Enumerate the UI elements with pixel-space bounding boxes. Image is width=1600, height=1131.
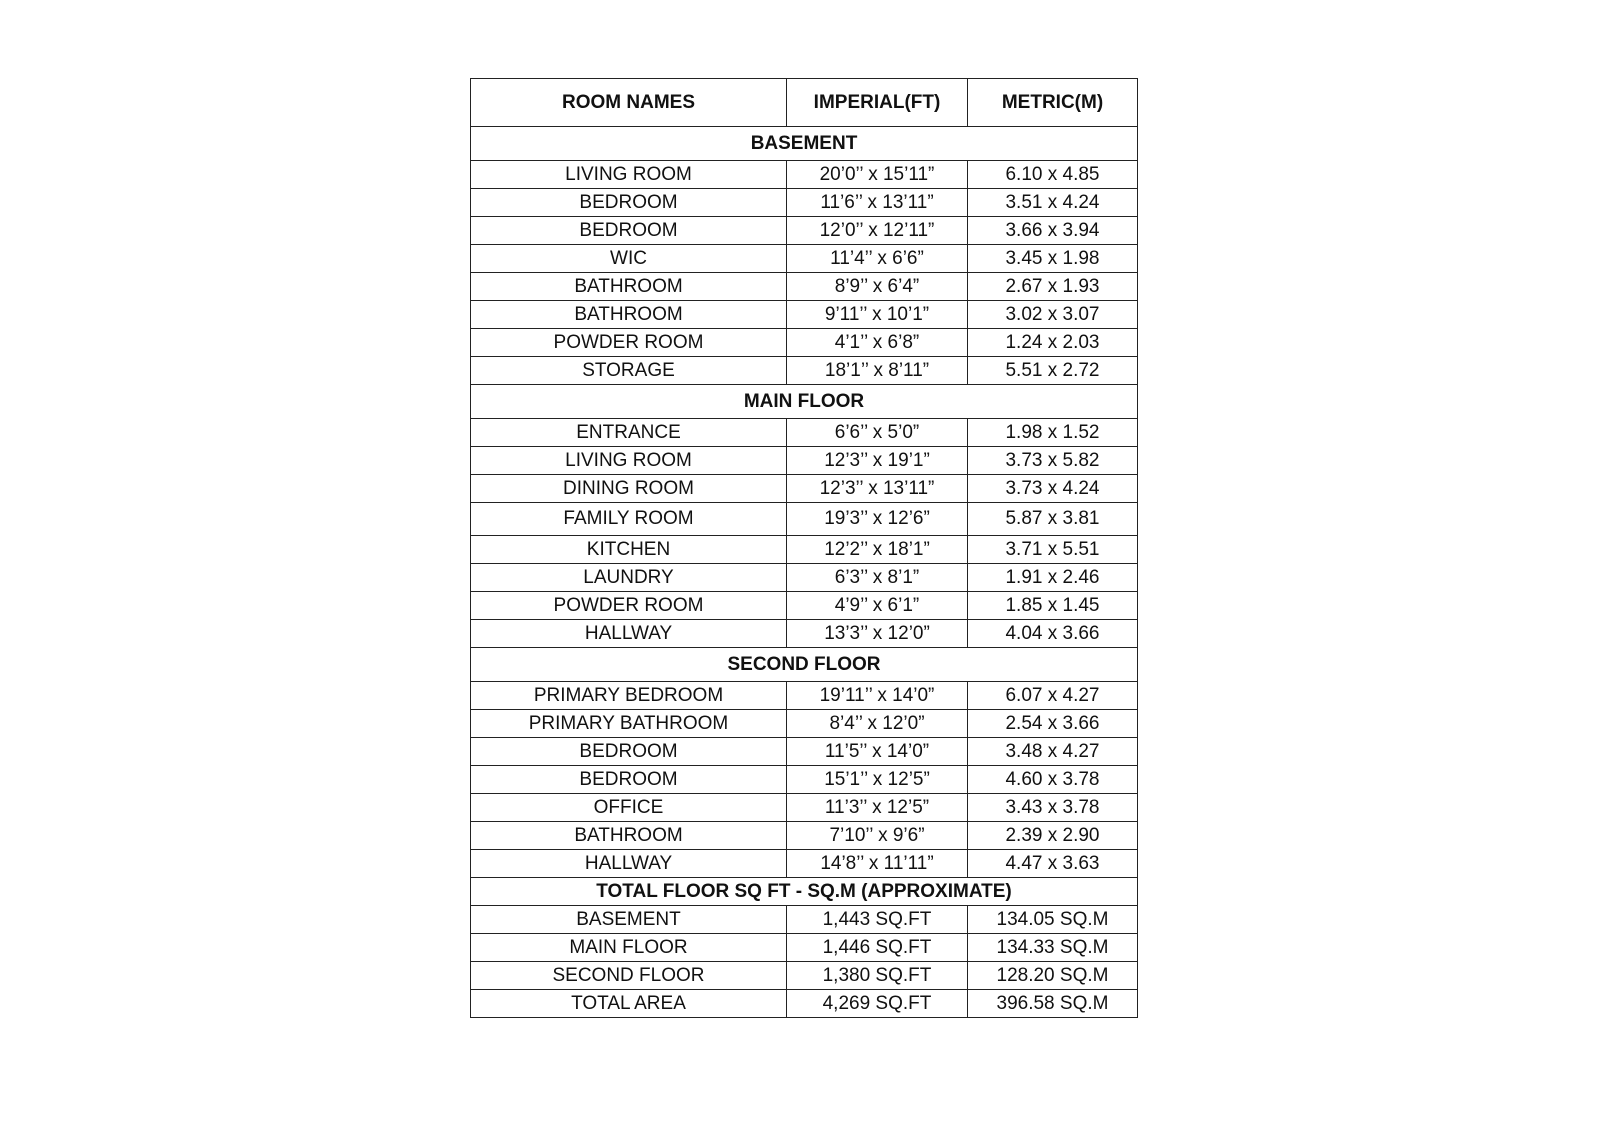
imperial-value: 18’1’’ x 8’11” — [787, 357, 968, 385]
imperial-value: 4’1’’ x 6’8” — [787, 329, 968, 357]
room-name: LIVING ROOM — [471, 161, 787, 189]
imperial-value: 6’3’’ x 8’1” — [787, 564, 968, 592]
room-name: PRIMARY BEDROOM — [471, 682, 787, 710]
table-row — [471, 245, 1138, 273]
imperial-value: 12’2’’ x 18’1” — [787, 536, 968, 564]
table-row — [471, 738, 1138, 766]
imperial-value: 9’11’’ x 10’1” — [787, 301, 968, 329]
table-row — [471, 822, 1138, 850]
room-name: BEDROOM — [471, 738, 787, 766]
metric-value: 1.24 x 2.03 — [968, 329, 1138, 357]
header-imperial: IMPERIAL(FT) — [787, 79, 968, 127]
table-row — [471, 962, 1138, 990]
imperial-value: 20’0’’ x 15’11” — [787, 161, 968, 189]
metric-value: 3.66 x 3.94 — [968, 217, 1138, 245]
imperial-value: 12’3’’ x 13’11” — [787, 475, 968, 503]
area-sqft: 1,443 SQ.FT — [787, 906, 968, 934]
room-name: PRIMARY BATHROOM — [471, 710, 787, 738]
table-row — [471, 592, 1138, 620]
metric-value: 5.51 x 2.72 — [968, 357, 1138, 385]
imperial-value: 4’9’’ x 6’1” — [787, 592, 968, 620]
section-title-main-floor: MAIN FLOOR — [471, 385, 1138, 419]
imperial-value: 11’5’’ x 14’0” — [787, 738, 968, 766]
metric-value: 6.07 x 4.27 — [968, 682, 1138, 710]
metric-value: 1.98 x 1.52 — [968, 419, 1138, 447]
table-row — [471, 273, 1138, 301]
metric-value: 4.60 x 3.78 — [968, 766, 1138, 794]
room-name: BATHROOM — [471, 822, 787, 850]
room-name: OFFICE — [471, 794, 787, 822]
room-name: LAUNDRY — [471, 564, 787, 592]
metric-value: 3.43 x 3.78 — [968, 794, 1138, 822]
imperial-value: 11’6’’ x 13’11” — [787, 189, 968, 217]
header-room-names: ROOM NAMES — [471, 79, 787, 127]
section-title-basement: BASEMENT — [471, 127, 1138, 161]
floor-name: MAIN FLOOR — [471, 934, 787, 962]
header-metric: METRIC(M) — [968, 79, 1138, 127]
metric-value: 3.02 x 3.07 — [968, 301, 1138, 329]
room-name: ENTRANCE — [471, 419, 787, 447]
floor-name: BASEMENT — [471, 906, 787, 934]
table-row — [471, 161, 1138, 189]
area-sqm: 134.33 SQ.M — [968, 934, 1138, 962]
table-row — [471, 766, 1138, 794]
area-sqft: 1,380 SQ.FT — [787, 962, 968, 990]
table-row — [471, 447, 1138, 475]
metric-value: 3.73 x 5.82 — [968, 447, 1138, 475]
metric-value: 6.10 x 4.85 — [968, 161, 1138, 189]
area-sqft: 4,269 SQ.FT — [787, 990, 968, 1018]
metric-value: 2.54 x 3.66 — [968, 710, 1138, 738]
room-dimensions-table — [470, 78, 1138, 1018]
section-title-totals: TOTAL FLOOR SQ FT - SQ.M (APPROXIMATE) — [471, 878, 1138, 906]
room-name: WIC — [471, 245, 787, 273]
table-row — [471, 419, 1138, 447]
table-row — [471, 217, 1138, 245]
imperial-value: 19’3’’ x 12’6” — [787, 503, 968, 536]
imperial-value: 11’4’’ x 6’6” — [787, 245, 968, 273]
room-name: KITCHEN — [471, 536, 787, 564]
room-name: BATHROOM — [471, 273, 787, 301]
table-row — [471, 906, 1138, 934]
table-row — [471, 503, 1138, 536]
table-row — [471, 794, 1138, 822]
area-sqm: 134.05 SQ.M — [968, 906, 1138, 934]
room-name: LIVING ROOM — [471, 447, 787, 475]
section-title-second-floor: SECOND FLOOR — [471, 648, 1138, 682]
room-name: FAMILY ROOM — [471, 503, 787, 536]
imperial-value: 19’11’’ x 14’0” — [787, 682, 968, 710]
section-totals — [471, 878, 1138, 906]
metric-value: 4.04 x 3.66 — [968, 620, 1138, 648]
section-basement — [471, 127, 1138, 161]
room-name: BEDROOM — [471, 217, 787, 245]
room-name: BEDROOM — [471, 766, 787, 794]
area-sqm: 396.58 SQ.M — [968, 990, 1138, 1018]
table-row — [471, 990, 1138, 1018]
table-row — [471, 301, 1138, 329]
section-second-floor — [471, 648, 1138, 682]
imperial-value: 15’1’’ x 12’5” — [787, 766, 968, 794]
table-row — [471, 564, 1138, 592]
table-row — [471, 329, 1138, 357]
table-row — [471, 682, 1138, 710]
area-sqft: 1,446 SQ.FT — [787, 934, 968, 962]
room-name: HALLWAY — [471, 850, 787, 878]
table-row — [471, 710, 1138, 738]
table-row — [471, 536, 1138, 564]
imperial-value: 8’4’’ x 12’0” — [787, 710, 968, 738]
room-name: STORAGE — [471, 357, 787, 385]
imperial-value: 12’0’’ x 12’11” — [787, 217, 968, 245]
metric-value: 1.85 x 1.45 — [968, 592, 1138, 620]
metric-value: 4.47 x 3.63 — [968, 850, 1138, 878]
area-sqm: 128.20 SQ.M — [968, 962, 1138, 990]
imperial-value: 7’10’’ x 9’6” — [787, 822, 968, 850]
section-main-floor — [471, 385, 1138, 419]
metric-value: 3.48 x 4.27 — [968, 738, 1138, 766]
room-name: DINING ROOM — [471, 475, 787, 503]
floor-name: TOTAL AREA — [471, 990, 787, 1018]
metric-value: 3.73 x 4.24 — [968, 475, 1138, 503]
floor-name: SECOND FLOOR — [471, 962, 787, 990]
metric-value: 3.51 x 4.24 — [968, 189, 1138, 217]
table-row — [471, 189, 1138, 217]
metric-value: 5.87 x 3.81 — [968, 503, 1138, 536]
room-name: POWDER ROOM — [471, 329, 787, 357]
imperial-value: 14’8’’ x 11’11” — [787, 850, 968, 878]
metric-value: 1.91 x 2.46 — [968, 564, 1138, 592]
imperial-value: 12’3’’ x 19’1” — [787, 447, 968, 475]
metric-value: 2.67 x 1.93 — [968, 273, 1138, 301]
table-row — [471, 850, 1138, 878]
room-name: BEDROOM — [471, 189, 787, 217]
room-name: HALLWAY — [471, 620, 787, 648]
table-row — [471, 620, 1138, 648]
metric-value: 2.39 x 2.90 — [968, 822, 1138, 850]
room-name: POWDER ROOM — [471, 592, 787, 620]
table-row — [471, 357, 1138, 385]
imperial-value: 11’3’’ x 12’5” — [787, 794, 968, 822]
imperial-value: 13’3’’ x 12’0” — [787, 620, 968, 648]
imperial-value: 8’9’’ x 6’4” — [787, 273, 968, 301]
imperial-value: 6’6’’ x 5’0” — [787, 419, 968, 447]
room-name: BATHROOM — [471, 301, 787, 329]
metric-value: 3.45 x 1.98 — [968, 245, 1138, 273]
table-row — [471, 934, 1138, 962]
table-row — [471, 475, 1138, 503]
table-header-row — [471, 79, 1138, 127]
metric-value: 3.71 x 5.51 — [968, 536, 1138, 564]
